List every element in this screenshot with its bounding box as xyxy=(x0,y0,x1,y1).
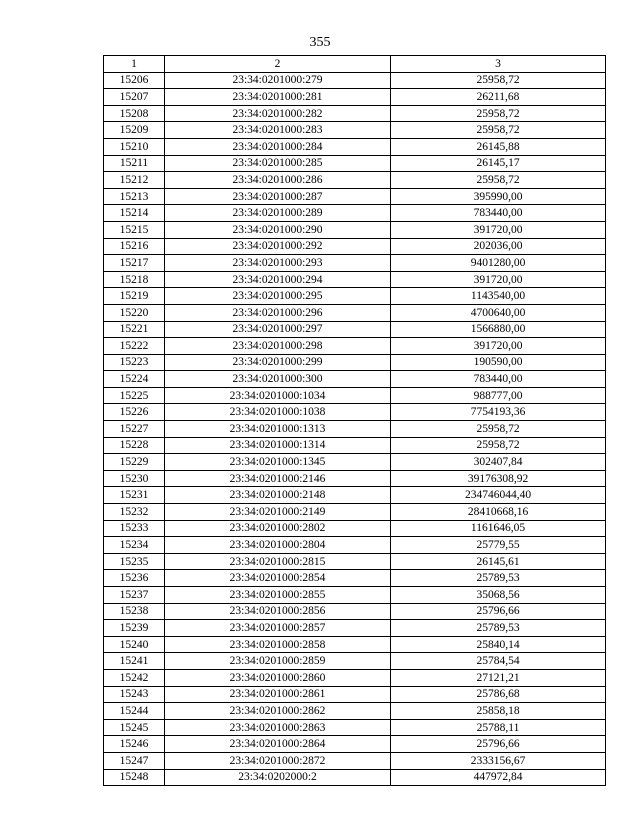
row-number-cell: 15221 xyxy=(104,321,165,338)
cadastral-number-cell: 23:34:0201000:2856 xyxy=(165,603,391,620)
table-row xyxy=(104,155,606,172)
table-row xyxy=(104,371,606,388)
value-cell: 2333156,67 xyxy=(391,752,606,769)
cadastral-number-cell: 23:34:0201000:297 xyxy=(165,321,391,338)
row-number-cell: 15233 xyxy=(104,520,165,537)
table-row xyxy=(104,653,606,670)
row-number-cell: 15229 xyxy=(104,454,165,471)
value-cell: 25789,53 xyxy=(391,620,606,637)
cadastral-number-cell: 23:34:0201000:2855 xyxy=(165,587,391,604)
table-row xyxy=(104,603,606,620)
value-cell: 302407,84 xyxy=(391,454,606,471)
cadastral-number-cell: 23:34:0201000:2148 xyxy=(165,487,391,504)
value-cell: 26211,68 xyxy=(391,89,606,106)
row-number-cell: 15207 xyxy=(104,89,165,106)
value-cell: 202036,00 xyxy=(391,238,606,255)
cadastral-number-cell: 23:34:0201000:2854 xyxy=(165,570,391,587)
cadastral-number-cell: 23:34:0201000:299 xyxy=(165,354,391,371)
cadastral-number-cell: 23:34:0201000:1314 xyxy=(165,437,391,454)
value-cell: 391720,00 xyxy=(391,271,606,288)
table-row xyxy=(104,553,606,570)
value-cell: 25858,18 xyxy=(391,703,606,720)
cadastral-number-cell: 23:34:0201000:286 xyxy=(165,172,391,189)
row-number-cell: 15208 xyxy=(104,105,165,122)
cadastral-number-cell: 23:34:0201000:279 xyxy=(165,72,391,89)
table-row xyxy=(104,72,606,89)
cadastral-number-cell: 23:34:0201000:1345 xyxy=(165,454,391,471)
row-number-cell: 15238 xyxy=(104,603,165,620)
cadastral-number-cell: 23:34:0201000:2862 xyxy=(165,703,391,720)
page-number: 355 xyxy=(309,35,331,50)
cadastral-number-cell: 23:34:0201000:300 xyxy=(165,371,391,388)
table-row xyxy=(104,89,606,106)
row-number-cell: 15224 xyxy=(104,371,165,388)
table-row xyxy=(104,255,606,272)
table-row xyxy=(104,437,606,454)
cadastral-number-cell: 23:34:0201000:2802 xyxy=(165,520,391,537)
value-cell: 25958,72 xyxy=(391,172,606,189)
value-cell: 27121,21 xyxy=(391,669,606,686)
value-cell: 35068,56 xyxy=(391,587,606,604)
value-cell: 1161646,05 xyxy=(391,520,606,537)
cadastral-number-cell: 23:34:0202000:2 xyxy=(165,769,391,786)
value-cell: 26145,88 xyxy=(391,138,606,155)
value-cell: 25786,68 xyxy=(391,686,606,703)
row-number-cell: 15214 xyxy=(104,205,165,222)
row-number-cell: 15240 xyxy=(104,636,165,653)
cadastral-number-cell: 23:34:0201000:2149 xyxy=(165,504,391,521)
cadastral-number-cell: 23:34:0201000:2146 xyxy=(165,470,391,487)
cadastral-number-cell: 23:34:0201000:2861 xyxy=(165,686,391,703)
value-cell: 25789,53 xyxy=(391,570,606,587)
row-number-cell: 15235 xyxy=(104,553,165,570)
row-number-cell: 15216 xyxy=(104,238,165,255)
row-number-cell: 15223 xyxy=(104,354,165,371)
row-number-cell: 15244 xyxy=(104,703,165,720)
value-cell: 25958,72 xyxy=(391,421,606,438)
value-cell: 26145,17 xyxy=(391,155,606,172)
value-cell: 25784,54 xyxy=(391,653,606,670)
row-number-cell: 15206 xyxy=(104,72,165,89)
value-cell: 988777,00 xyxy=(391,387,606,404)
column-header-2: 2 xyxy=(165,56,391,73)
value-cell: 1566880,00 xyxy=(391,321,606,338)
row-number-cell: 15215 xyxy=(104,221,165,238)
cadastral-number-cell: 23:34:0201000:295 xyxy=(165,288,391,305)
table-row xyxy=(104,404,606,421)
table-row xyxy=(104,620,606,637)
value-cell: 25958,72 xyxy=(391,122,606,139)
cadastral-number-cell: 23:34:0201000:298 xyxy=(165,338,391,355)
value-cell: 25840,14 xyxy=(391,636,606,653)
table-row xyxy=(104,736,606,753)
row-number-cell: 15212 xyxy=(104,172,165,189)
table-row xyxy=(104,387,606,404)
value-cell: 26145,61 xyxy=(391,553,606,570)
value-cell: 447972,84 xyxy=(391,769,606,786)
table-row xyxy=(104,421,606,438)
cadastral-number-cell: 23:34:0201000:283 xyxy=(165,122,391,139)
value-cell: 395990,00 xyxy=(391,188,606,205)
table-row xyxy=(104,669,606,686)
cadastral-number-cell: 23:34:0201000:1034 xyxy=(165,387,391,404)
table-row xyxy=(104,487,606,504)
value-cell: 25796,66 xyxy=(391,603,606,620)
cadastral-number-cell: 23:34:0201000:2815 xyxy=(165,553,391,570)
row-number-cell: 15230 xyxy=(104,470,165,487)
column-header-3: 3 xyxy=(391,56,606,73)
table-row xyxy=(104,172,606,189)
value-cell: 4700640,00 xyxy=(391,304,606,321)
value-cell: 25958,72 xyxy=(391,437,606,454)
row-number-cell: 15231 xyxy=(104,487,165,504)
table-row xyxy=(104,105,606,122)
row-number-cell: 15218 xyxy=(104,271,165,288)
table-row xyxy=(104,752,606,769)
cadastral-number-cell: 23:34:0201000:285 xyxy=(165,155,391,172)
table-row xyxy=(104,636,606,653)
table-row xyxy=(104,205,606,222)
cadastral-number-cell: 23:34:0201000:281 xyxy=(165,89,391,106)
cadastral-number-cell: 23:34:0201000:282 xyxy=(165,105,391,122)
value-cell: 391720,00 xyxy=(391,338,606,355)
row-number-cell: 15219 xyxy=(104,288,165,305)
row-number-cell: 15210 xyxy=(104,138,165,155)
cadastral-number-cell: 23:34:0201000:1313 xyxy=(165,421,391,438)
cadastral-number-cell: 23:34:0201000:293 xyxy=(165,255,391,272)
cadastral-number-cell: 23:34:0201000:284 xyxy=(165,138,391,155)
row-number-cell: 15239 xyxy=(104,620,165,637)
table-row xyxy=(104,686,606,703)
value-cell: 783440,00 xyxy=(391,205,606,222)
table-body xyxy=(104,72,606,786)
row-number-cell: 15225 xyxy=(104,387,165,404)
cadastral-number-cell: 23:34:0201000:2863 xyxy=(165,719,391,736)
cadastral-number-cell: 23:34:0201000:2860 xyxy=(165,669,391,686)
table-row xyxy=(104,354,606,371)
value-cell: 234746044,40 xyxy=(391,487,606,504)
cadastral-number-cell: 23:34:0201000:2858 xyxy=(165,636,391,653)
cadastral-number-cell: 23:34:0201000:2857 xyxy=(165,620,391,637)
row-number-cell: 15220 xyxy=(104,304,165,321)
value-cell: 39176308,92 xyxy=(391,470,606,487)
value-cell: 25958,72 xyxy=(391,72,606,89)
table-row xyxy=(104,288,606,305)
table-row xyxy=(104,238,606,255)
row-number-cell: 15226 xyxy=(104,404,165,421)
cadastral-number-cell: 23:34:0201000:296 xyxy=(165,304,391,321)
table-row xyxy=(104,570,606,587)
cadastral-number-cell: 23:34:0201000:2864 xyxy=(165,736,391,753)
row-number-cell: 15243 xyxy=(104,686,165,703)
column-header-1: 1 xyxy=(104,56,165,73)
table-row xyxy=(104,338,606,355)
table-row xyxy=(104,719,606,736)
value-cell: 25788,11 xyxy=(391,719,606,736)
value-cell: 9401280,00 xyxy=(391,255,606,272)
row-number-cell: 15242 xyxy=(104,669,165,686)
value-cell: 391720,00 xyxy=(391,221,606,238)
row-number-cell: 15245 xyxy=(104,719,165,736)
table-row xyxy=(104,504,606,521)
table-row xyxy=(104,321,606,338)
table-row xyxy=(104,703,606,720)
row-number-cell: 15227 xyxy=(104,421,165,438)
value-cell: 28410668,16 xyxy=(391,504,606,521)
row-number-cell: 15213 xyxy=(104,188,165,205)
row-number-cell: 15247 xyxy=(104,752,165,769)
table-row xyxy=(104,271,606,288)
table-row xyxy=(104,520,606,537)
table-row xyxy=(104,769,606,786)
cadastral-number-cell: 23:34:0201000:287 xyxy=(165,188,391,205)
row-number-cell: 15211 xyxy=(104,155,165,172)
value-cell: 783440,00 xyxy=(391,371,606,388)
table-row xyxy=(104,454,606,471)
table-row xyxy=(104,537,606,554)
table-row xyxy=(104,221,606,238)
value-cell: 1143540,00 xyxy=(391,288,606,305)
row-number-cell: 15234 xyxy=(104,537,165,554)
row-number-cell: 15237 xyxy=(104,587,165,604)
cadastral-number-cell: 23:34:0201000:294 xyxy=(165,271,391,288)
value-cell: 190590,00 xyxy=(391,354,606,371)
value-cell: 25958,72 xyxy=(391,105,606,122)
value-cell: 7754193,36 xyxy=(391,404,606,421)
row-number-cell: 15241 xyxy=(104,653,165,670)
table-row xyxy=(104,304,606,321)
row-number-cell: 15246 xyxy=(104,736,165,753)
row-number-cell: 15222 xyxy=(104,338,165,355)
cadastral-number-cell: 23:34:0201000:2872 xyxy=(165,752,391,769)
cadastral-number-cell: 23:34:0201000:292 xyxy=(165,238,391,255)
table-row xyxy=(104,470,606,487)
table-row xyxy=(104,122,606,139)
row-number-cell: 15236 xyxy=(104,570,165,587)
table-header-row xyxy=(104,56,606,73)
table-row xyxy=(104,587,606,604)
table-row xyxy=(104,138,606,155)
row-number-cell: 15217 xyxy=(104,255,165,272)
data-table xyxy=(103,55,606,786)
cadastral-number-cell: 23:34:0201000:289 xyxy=(165,205,391,222)
row-number-cell: 15228 xyxy=(104,437,165,454)
row-number-cell: 15248 xyxy=(104,769,165,786)
cadastral-number-cell: 23:34:0201000:290 xyxy=(165,221,391,238)
row-number-cell: 15209 xyxy=(104,122,165,139)
table-row xyxy=(104,188,606,205)
cadastral-number-cell: 23:34:0201000:1038 xyxy=(165,404,391,421)
cadastral-number-cell: 23:34:0201000:2859 xyxy=(165,653,391,670)
row-number-cell: 15232 xyxy=(104,504,165,521)
value-cell: 25779,55 xyxy=(391,537,606,554)
value-cell: 25796,66 xyxy=(391,736,606,753)
cadastral-number-cell: 23:34:0201000:2804 xyxy=(165,537,391,554)
